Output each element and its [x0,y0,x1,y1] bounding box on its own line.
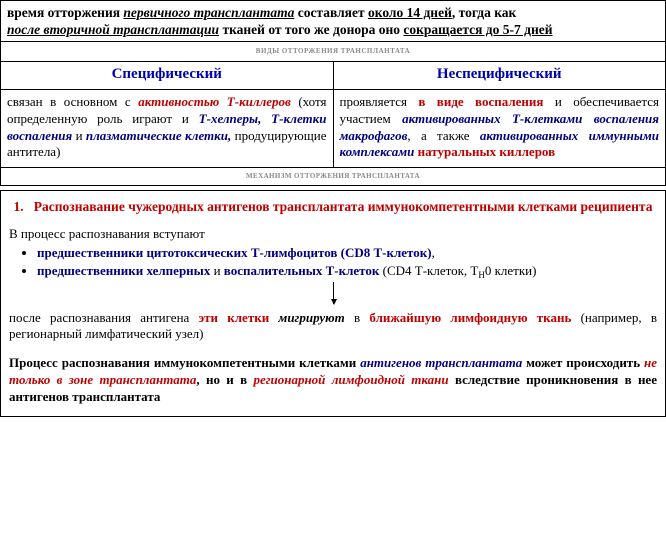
table-body-row [1,89,666,168]
top-paragraph-block [0,0,666,41]
section-banner-rejection-mechanism: МЕХАНИЗМ ОТТОРЖЕНИЯ ТРАНСПЛАНТАТА [0,168,666,186]
column-body-nonspecific: проявляется в виде воспаления и обеспечивается участием активированных Т-клетками воспаления макрофагов, а также активированных иммунными комплексами натуральных киллеров [333,89,666,168]
spacer [9,345,657,355]
column-header-nonspecific: Неспецифический [333,61,666,89]
list-item: • предшественники цитотоксических Т-лимфоцитов (CD8 Т-клеток), [37,245,657,262]
rejection-types-table [0,61,666,169]
intro-text: В процесс распознавания вступают [9,226,205,242]
migration-paragraph: после распознавания антигена эти клетки мигрируют в ближайшую лимфоидную ткань (например, в регионарный лимфатический узел) [9,309,657,342]
top-line-2: после вторичной трансплантации тканей от того же донора оно сокращается до 5-7 дней [7,21,553,37]
step-number: 1. [13,199,24,215]
recognition-location-paragraph: Процесс распознавания иммунокомпетентными клетками антигенов трансплантата может происходить не только в зоне трансплантата, но и в регионарной лимфоидной ткани вследствие проникновения в нее антигенов трансплантата [9,355,657,405]
flow-arrow [9,282,657,306]
list-item: • предшественники хелперных и воспалительных Т-клеток (CD4 Т-клеток, $Т_H0$ клетки) [37,263,657,280]
recognition-step-block [0,190,666,417]
participants-list [9,245,657,280]
section-banner-rejection-types: ВИДЫ ОТТОРЖЕНИЯ ТРАНСПЛАНТАТА [0,41,666,61]
down-arrow-icon [333,282,334,304]
column-body-specific: связан в основном с активностью Т-киллеров (хотя определенную роль играют и Т-хелперы, Т-клетки воспаления и плазматические клетки, продуцирующие антитела) [1,89,334,168]
column-header-specific: Специфический [1,61,334,89]
step-title [9,199,657,216]
step-title-text: Распознавание чужеродных антигенов трансплантата иммунокомпетентными клетками реципиента [33,199,653,215]
top-line-1: время отторжения первичного трансплантата составляет около 14 дней, тогда как [7,5,517,20]
table-header-row [1,61,666,89]
